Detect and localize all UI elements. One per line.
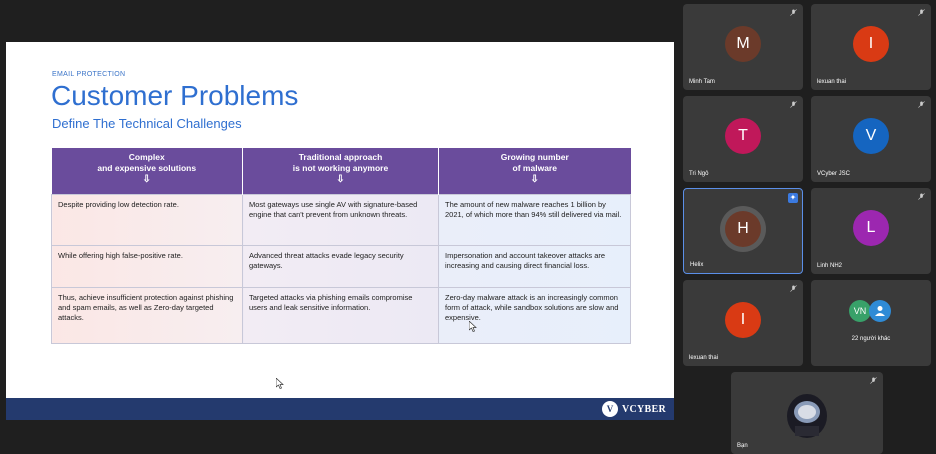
participant-tile-speaking[interactable] (683, 188, 803, 274)
pin-icon[interactable]: ✦ (789, 193, 797, 202)
table-row (52, 194, 631, 245)
down-arrow-icon: ⇩ (336, 174, 345, 186)
header-line2: and expensive solutions (97, 163, 197, 174)
avatar: T (725, 118, 761, 154)
participant-name: Minh Tam (689, 79, 715, 85)
avatar: I (853, 26, 889, 62)
logo-text: VCYBER (621, 403, 666, 415)
header-line1: Complex (128, 152, 165, 162)
participant-name: VCyber JSC (817, 171, 851, 177)
table-cell: Zero-day malware attack is an increasingly common form of attack, while sandbox solutions are slow and expensive. (439, 287, 631, 343)
table-cell: Despite providing low detection rate. (52, 194, 243, 245)
table-cell: Impersonation and account takeover attacks are increasing and causing direct financial loss. (439, 245, 631, 287)
header-line1: Growing number (500, 152, 569, 162)
slide-title: Customer Problems (51, 80, 299, 111)
participant-name: Tri Ngô (689, 171, 709, 177)
more-participants-tile[interactable] (811, 280, 931, 366)
header-line2: of malware (512, 163, 557, 174)
mic-muted-icon (790, 285, 797, 292)
table-cell: Thus, achieve insufficient protection against phishing and spam emails, as well as Zero-day targeted attacks. (52, 287, 243, 343)
slide-eyebrow: EMAIL PROTECTION (52, 71, 126, 78)
avatar: M (725, 26, 761, 62)
table-cell: Advanced threat attacks evade legacy security gateways. (243, 245, 439, 287)
avatar: V (853, 118, 889, 154)
self-video-image (785, 390, 829, 440)
participant-name: Linh NH2 (817, 263, 843, 269)
down-arrow-icon: ⇩ (142, 174, 151, 186)
header-line1: Traditional approach (298, 152, 383, 162)
participant-tile[interactable] (683, 4, 803, 90)
header-line2: is not working anymore (292, 163, 389, 174)
mouse-cursor-icon (469, 321, 477, 332)
avatar: H (725, 211, 761, 247)
slide-subtitle: Define The Technical Challenges (52, 116, 242, 131)
mouse-cursor-icon (276, 378, 284, 389)
shared-screen (6, 42, 674, 420)
mic-muted-icon (790, 101, 797, 108)
table-header-1 (52, 148, 243, 194)
participant-tile[interactable] (811, 4, 931, 90)
participant-tile[interactable] (683, 96, 803, 182)
participant-name: Bạn (737, 443, 748, 449)
vcyber-logo (602, 401, 666, 417)
table-cell: Targeted attacks via phishing emails compromise users and leak sensitive information. (243, 287, 439, 343)
table-header-2 (243, 148, 439, 194)
people-icon (869, 300, 891, 322)
table-row (52, 287, 631, 343)
participant-tile[interactable] (683, 280, 803, 366)
avatar: L (853, 210, 889, 246)
table-cell: Most gateways use single AV with signature-based engine that can't prevent from unknown threats. (243, 194, 439, 245)
mic-muted-icon (918, 193, 925, 200)
participant-name: Helix (690, 262, 704, 268)
table-cell: While offering high false-positive rate. (52, 245, 243, 287)
challenges-table (51, 148, 631, 344)
participant-name: lexuan thai (689, 355, 719, 361)
slide-footer (6, 398, 674, 420)
participant-tile[interactable] (811, 188, 931, 274)
table-row (52, 245, 631, 287)
participant-tile[interactable] (811, 96, 931, 182)
down-arrow-icon: ⇩ (530, 174, 539, 186)
avatar: VN (849, 300, 871, 322)
participant-name: lexuan thai (817, 79, 847, 85)
more-participants-label: 22 người khác (851, 336, 891, 342)
mic-muted-icon (918, 101, 925, 108)
mic-muted-icon (918, 9, 925, 16)
mic-muted-icon (790, 9, 797, 16)
table-header-3 (439, 148, 631, 194)
self-view-tile[interactable] (731, 372, 883, 454)
table-cell: The amount of new malware reaches 1 billion by 2021, of which more than 94% still delivered via mail. (439, 194, 631, 245)
mic-muted-icon (870, 377, 877, 384)
avatar: I (725, 302, 761, 338)
shield-icon: V (602, 401, 618, 417)
